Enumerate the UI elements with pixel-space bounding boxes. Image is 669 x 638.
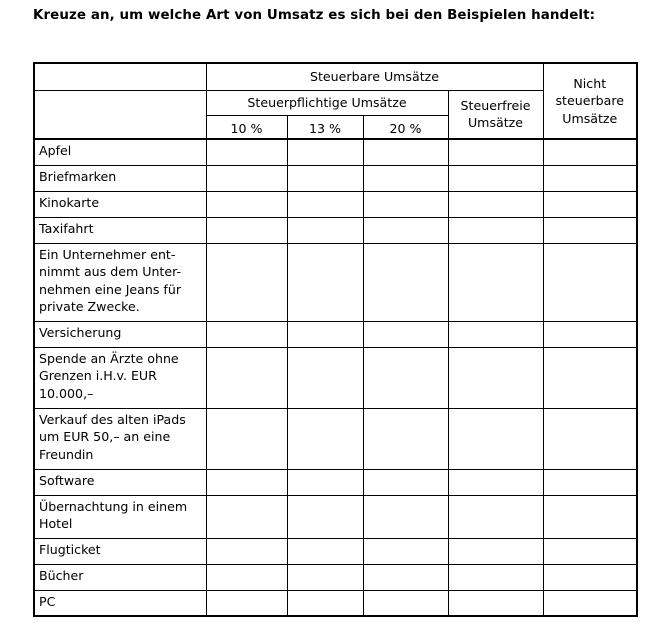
- cell-rate-10[interactable]: [206, 590, 287, 616]
- row-label-line: Ein Unternehmer ent-: [39, 246, 176, 262]
- cell-rate-10[interactable]: [206, 165, 287, 191]
- header-exempt-line: Umsätze: [467, 115, 524, 131]
- header-exempt-line: Steuerfreie: [460, 97, 531, 113]
- cell-not-taxable[interactable]: [543, 590, 637, 616]
- header-empty-cell: [34, 63, 206, 90]
- cell-not-taxable[interactable]: [543, 321, 637, 347]
- row-label-line: Flugticket: [39, 541, 101, 557]
- cell-not-taxable[interactable]: [543, 469, 637, 495]
- row-label-line: um EUR 50,– an eine: [39, 429, 171, 444]
- cell-rate-13[interactable]: [287, 165, 363, 191]
- cell-rate-20[interactable]: [363, 590, 448, 616]
- cell-exempt[interactable]: [448, 564, 543, 590]
- cell-rate-20[interactable]: [363, 538, 448, 564]
- cell-rate-13[interactable]: [287, 538, 363, 564]
- table-body: [34, 139, 637, 616]
- row-label-line: Freundin: [39, 446, 94, 462]
- cell-rate-10[interactable]: [206, 139, 287, 165]
- cell-not-taxable[interactable]: [543, 243, 637, 321]
- row-label-line: Apfel: [39, 143, 72, 158]
- cell-rate-10[interactable]: [206, 408, 287, 469]
- cell-rate-13[interactable]: [287, 564, 363, 590]
- cell-rate-13[interactable]: [287, 243, 363, 321]
- cell-exempt[interactable]: [448, 495, 543, 538]
- cell-rate-13[interactable]: [287, 191, 363, 217]
- cell-rate-13[interactable]: [287, 495, 363, 538]
- row-label-line: Taxifahrt: [39, 220, 94, 236]
- cell-rate-20[interactable]: [363, 217, 448, 243]
- table-row: [34, 217, 637, 243]
- row-label: [34, 139, 206, 165]
- row-label: [34, 243, 206, 321]
- cell-not-taxable[interactable]: [543, 217, 637, 243]
- row-label-line: private Zwecke.: [39, 299, 140, 314]
- row-label-line: Spende an Ärzte ohne: [39, 350, 179, 366]
- header-rate-10: 10 %: [206, 115, 287, 139]
- header-rate-13: 13 %: [287, 115, 363, 139]
- cell-rate-10[interactable]: [206, 191, 287, 217]
- header-not-taxable-line: Umsätze: [562, 110, 618, 126]
- cell-exempt[interactable]: [448, 243, 543, 321]
- cell-rate-10[interactable]: [206, 469, 287, 495]
- header-not-taxable-line: Nicht: [573, 75, 607, 91]
- cell-not-taxable[interactable]: [543, 495, 637, 538]
- cell-exempt[interactable]: [448, 408, 543, 469]
- cell-exempt[interactable]: [448, 165, 543, 191]
- row-label-line: Hotel: [39, 516, 73, 531]
- cell-exempt[interactable]: [448, 191, 543, 217]
- cell-rate-10[interactable]: [206, 495, 287, 538]
- row-label: [34, 191, 206, 217]
- cell-not-taxable[interactable]: [543, 165, 637, 191]
- row-label: [34, 321, 206, 347]
- row-label-line: PC: [39, 593, 56, 609]
- row-label: [34, 495, 206, 538]
- row-label-line: Verkauf des alten iPads: [39, 411, 186, 427]
- cell-rate-13[interactable]: [287, 590, 363, 616]
- row-label-line: Versicherung: [39, 324, 122, 340]
- header-liable: Steuerpflichtige Umsätze: [206, 90, 448, 115]
- table-row: [34, 165, 637, 191]
- cell-rate-13[interactable]: [287, 408, 363, 469]
- row-label: [34, 564, 206, 590]
- cell-rate-10[interactable]: [206, 538, 287, 564]
- row-label: [34, 347, 206, 408]
- cell-not-taxable[interactable]: [543, 408, 637, 469]
- cell-rate-20[interactable]: [363, 469, 448, 495]
- cell-rate-10[interactable]: [206, 321, 287, 347]
- cell-rate-20[interactable]: [363, 564, 448, 590]
- header-label-blank: [34, 90, 206, 139]
- row-label-line: nimmt aus dem Unter-: [39, 264, 182, 279]
- cell-not-taxable[interactable]: [543, 347, 637, 408]
- cell-exempt[interactable]: [448, 469, 543, 495]
- table-row: [34, 321, 637, 347]
- header-exempt: [448, 90, 543, 139]
- row-label-line: 10.000,–: [39, 385, 94, 401]
- cell-rate-10[interactable]: [206, 217, 287, 243]
- table-row: [34, 590, 637, 616]
- row-label: [34, 590, 206, 616]
- cell-rate-20[interactable]: [363, 347, 448, 408]
- cell-exempt[interactable]: [448, 217, 543, 243]
- cell-rate-10[interactable]: [206, 243, 287, 321]
- row-label-line: Bücher: [39, 567, 84, 583]
- header-not-taxable: [543, 63, 637, 139]
- row-label-line: Software: [39, 472, 95, 488]
- cell-rate-13[interactable]: [287, 347, 363, 408]
- table-row: [34, 469, 637, 495]
- cell-exempt[interactable]: [448, 139, 543, 165]
- cell-rate-20[interactable]: [363, 243, 448, 321]
- table-row: [34, 191, 637, 217]
- row-label: [34, 165, 206, 191]
- cell-rate-13[interactable]: [287, 321, 363, 347]
- cell-rate-20[interactable]: [363, 191, 448, 217]
- table-row: [34, 408, 637, 469]
- cell-rate-13[interactable]: [287, 217, 363, 243]
- header-rate-20: 20 %: [363, 115, 448, 139]
- table-row: [34, 538, 637, 564]
- cell-not-taxable[interactable]: [543, 191, 637, 217]
- cell-rate-10[interactable]: [206, 347, 287, 408]
- cell-not-taxable[interactable]: [543, 139, 637, 165]
- table-row: [34, 495, 637, 538]
- cell-rate-20[interactable]: [363, 165, 448, 191]
- cell-rate-20[interactable]: [363, 495, 448, 538]
- table-row: [34, 243, 637, 321]
- row-label-line: Kinokarte: [39, 194, 100, 210]
- row-label-line: nehmen eine Jeans für: [39, 281, 182, 297]
- row-label-line: Übernachtung in einem: [39, 498, 188, 514]
- row-label: [34, 538, 206, 564]
- cell-rate-20[interactable]: [363, 139, 448, 165]
- cell-exempt[interactable]: [448, 321, 543, 347]
- cell-rate-13[interactable]: [287, 469, 363, 495]
- cell-not-taxable[interactable]: [543, 538, 637, 564]
- table-row: [34, 139, 637, 165]
- cell-rate-13[interactable]: [287, 139, 363, 165]
- row-label-line: Briefmarken: [39, 168, 117, 184]
- table-row: [34, 564, 637, 590]
- instruction-text: Kreuze an, um welche Art von Umsatz es sich bei den Beispielen handelt:: [33, 8, 596, 23]
- cell-exempt[interactable]: [448, 347, 543, 408]
- row-label: [34, 217, 206, 243]
- cell-rate-10[interactable]: [206, 564, 287, 590]
- row-label: [34, 469, 206, 495]
- cell-not-taxable[interactable]: [543, 564, 637, 590]
- header-not-taxable-line: steuerbare: [555, 93, 625, 109]
- classification-table: [33, 62, 638, 617]
- table-row: [34, 347, 637, 408]
- header-taxable: Steuerbare Umsätze: [206, 63, 543, 90]
- row-label: [34, 408, 206, 469]
- cell-rate-20[interactable]: [363, 408, 448, 469]
- cell-exempt[interactable]: [448, 590, 543, 616]
- row-label-line: Grenzen i.H.v. EUR: [39, 368, 157, 383]
- cell-exempt[interactable]: [448, 538, 543, 564]
- cell-rate-20[interactable]: [363, 321, 448, 347]
